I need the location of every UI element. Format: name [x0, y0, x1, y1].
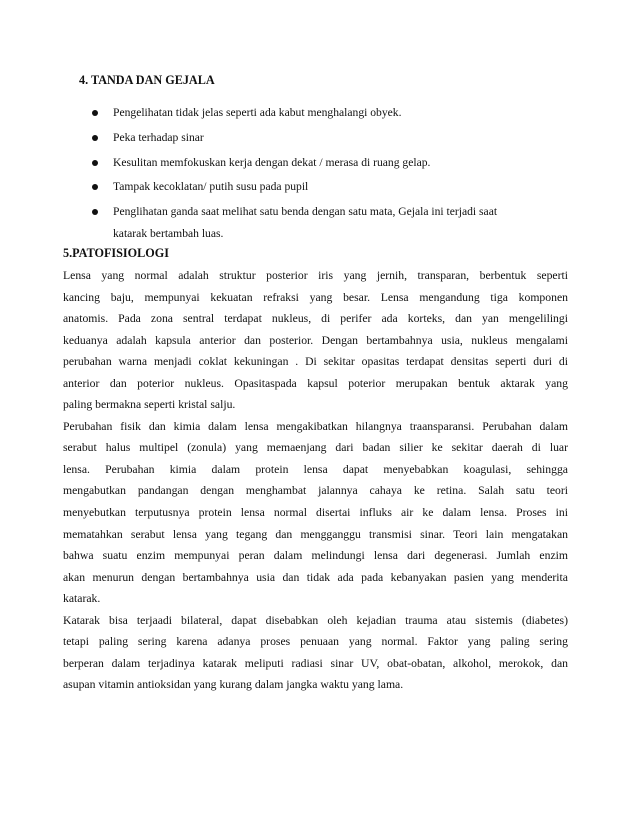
section-5-heading: 5.PATOFISIOLOGI: [63, 246, 169, 260]
text-line: kancing baju, mempunyai kekuatan refraksi yang besar. Lensa mengandung tiga komponen: [63, 290, 568, 304]
pathophysiology-text: [63, 265, 583, 696]
list-item-text: Peka terhadap sinar: [113, 130, 204, 144]
text-line: perubahan warna menjadi coklat kekuningan . Di sekitar opasitas terdapat densitas seperti duri di: [63, 355, 568, 369]
text-line: Katarak bisa terjaadi bilateral, dapat disebabkan oleh kejadian trauma atau sistemis (diabetes): [63, 613, 568, 627]
bullet-icon: [92, 135, 98, 141]
text-line: lensa. Perubahan kimia dalam protein lensa dapat menyebabkan koagulasi, sehingga: [63, 462, 568, 476]
list-item-text: Kesulitan memfokuskan kerja dengan dekat / merasa di ruang gelap.: [113, 155, 431, 169]
text-line: katarak.: [63, 592, 101, 606]
text-line: mematahkan serabut lensa yang tegang dan mengganggu transmisi sinar. Teori lain mengatakan: [63, 527, 568, 541]
bullet-icon: [92, 209, 98, 215]
text-line: berperan dalam terjadinya katarak meliputi radiasi sinar UV, obat-obatan, alkohol, merokok, dan: [63, 656, 568, 670]
bullet-icon: [92, 110, 98, 116]
text-line: serabut halus multipel (zonula) yang memaenjang dari badan silier ke sekitar daerah di luar: [63, 441, 568, 455]
section-4-heading: 4. TANDA DAN GEJALA: [79, 73, 215, 87]
text-line: Lensa yang normal adalah struktur posterior iris yang jernih, transparan, berbentuk seperti: [63, 269, 568, 282]
bullet-icon: [92, 160, 98, 166]
text-line: paling bermakna seperti kristal salju.: [63, 398, 236, 412]
text-line: anterior dan poterior nukleus. Opasitaspada kapsul poterior merupakan bentuk aktarak yang: [63, 376, 568, 390]
text-line: anatomis. Pada zona sentral terdapat nukleus, di perifer ada korteks, dan yan mengelilingi: [63, 312, 568, 326]
text-line: menyebutkan terputusnya protein lensa normal disertai influks air ke dalam lensa. Proses ini: [63, 506, 568, 520]
bullet-icon: [92, 184, 98, 190]
text-line: mengabutkan pandangan dengan menghambat jalannya cahaya ke retina. Salah satu teori: [63, 484, 568, 498]
text-line: akan menurun dengan bertambahnya usia dan tidak ada pada kebanyakan pasien yang menderita: [63, 570, 568, 584]
text-line: keduanya adalah kapsula anterior dan posterior. Dengan bertambahnya usia, nukleus mengalami: [63, 333, 568, 347]
text-line: Perubahan fisik dan kimia dalam lensa mengakibatkan hilangnya traansparansi. Perubahan dalam: [63, 419, 568, 433]
list-item-text: Penglihatan ganda saat melihat satu benda dengan satu mata, Gejala ini terjadi saat katarak bertambah luas.: [113, 205, 498, 240]
text-line: bahwa suatu enzim mempunyai peran dalam melindungi lensa dari degenerasi. Jumlah enzim: [63, 549, 568, 563]
text-line: tetapi paling sering karena adanya proses penuaan yang normal. Faktor yang paling sering: [63, 635, 568, 649]
symptom-list: [0, 105, 638, 250]
list-item: [0, 204, 638, 250]
text-line: asupan vitamin antioksidan yang kurang dalam jangka waktu yang lama.: [63, 678, 404, 692]
list-item-text: Pengelihatan tidak jelas seperti ada kabut menghalangi obyek.: [113, 106, 402, 119]
list-item-text: Tampak kecoklatan/ putih susu pada pupil: [113, 180, 309, 194]
